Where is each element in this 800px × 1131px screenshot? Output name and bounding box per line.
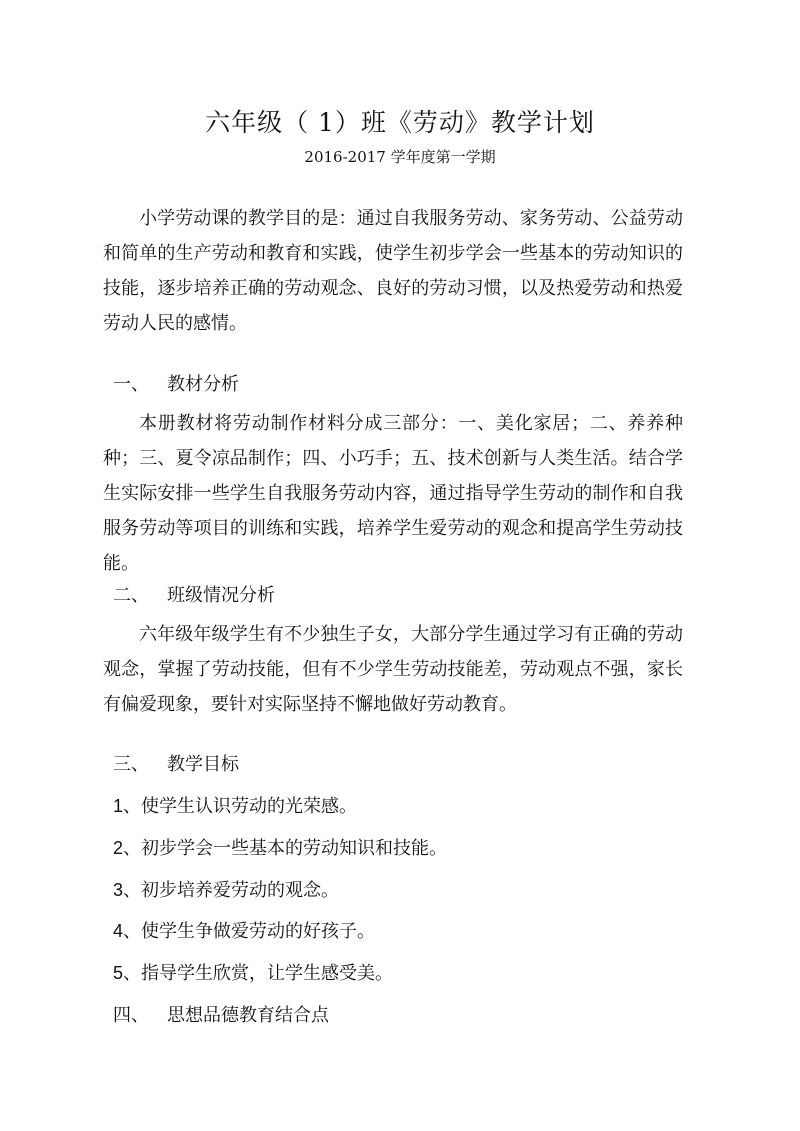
goal-item-3: [113, 876, 339, 902]
section-heading-1: [113, 370, 239, 396]
goal-text: 、使学生认识劳动的光荣感。: [123, 796, 358, 817]
section-1-paragraph: 本册教材将劳动制作材料分成三部分：一、美化家居；二、养养种种；三、夏令凉品制作；四、小巧手；五、技术创新与人类生活。结合学生实际安排一些学生自我服务劳动内容，通过指导学生劳动的制作和自我服务劳动等项目的训练和实践，培养学生爱劳动的观念和提高学生劳动技能。: [103, 413, 683, 574]
goal-item-1: [113, 792, 357, 818]
goal-number: 4: [113, 921, 124, 941]
section-number: 一、: [113, 374, 149, 395]
goal-text: 、使学生争做爱劳动的好孩子。: [123, 921, 376, 942]
section-number: 三、: [113, 754, 149, 775]
goal-text: 、指导学生欣赏，让学生感受美。: [123, 963, 394, 984]
goal-item-4: [113, 917, 375, 943]
section-number: 四、: [113, 1005, 149, 1026]
goal-item-2: [113, 834, 447, 860]
goal-text: 、初步培养爱劳动的观念。: [123, 880, 340, 901]
section-heading-4: [113, 1001, 329, 1027]
document-subtitle: 2016-2017 学年度第一学期: [304, 148, 496, 166]
goal-number: 1: [113, 796, 124, 816]
section-2-paragraph: 六年级年级学生有不少独生子女，大部分学生通过学习有正确的劳动观念，掌握了劳动技能，但有不少学生劳动技能差，劳动观点不强，家长有偏爱现象，要针对实际坚持不懈地做好劳动教育。: [103, 624, 683, 715]
intro-paragraph: 小学劳动课的教学目的是：通过自我服务劳动、家务劳动、公益劳动和简单的生产劳动和教育和实践，使学生初步学会一些基本的劳动知识的技能，逐步培养正确的劳动观念、良好的劳动习惯，以及热爱劳动和热爱劳动人民的感情。: [103, 208, 683, 334]
goal-text: 、初步学会一些基本的劳动知识和技能。: [123, 838, 448, 859]
document-title: 六年级（ 1）班《劳动》教学计划: [205, 108, 595, 137]
goal-number: 2: [113, 838, 124, 858]
goal-number: 5: [113, 963, 124, 983]
section-title: 教学目标: [167, 754, 239, 775]
section-heading-2: [113, 581, 275, 607]
section-title: 教材分析: [167, 374, 239, 395]
section-title: 思想品德教育结合点: [167, 1005, 329, 1026]
section-title: 班级情况分析: [167, 585, 275, 606]
goal-number: 3: [113, 880, 124, 900]
goal-item-5: [113, 959, 393, 985]
section-number: 二、: [113, 585, 149, 606]
section-heading-3: [113, 750, 239, 776]
